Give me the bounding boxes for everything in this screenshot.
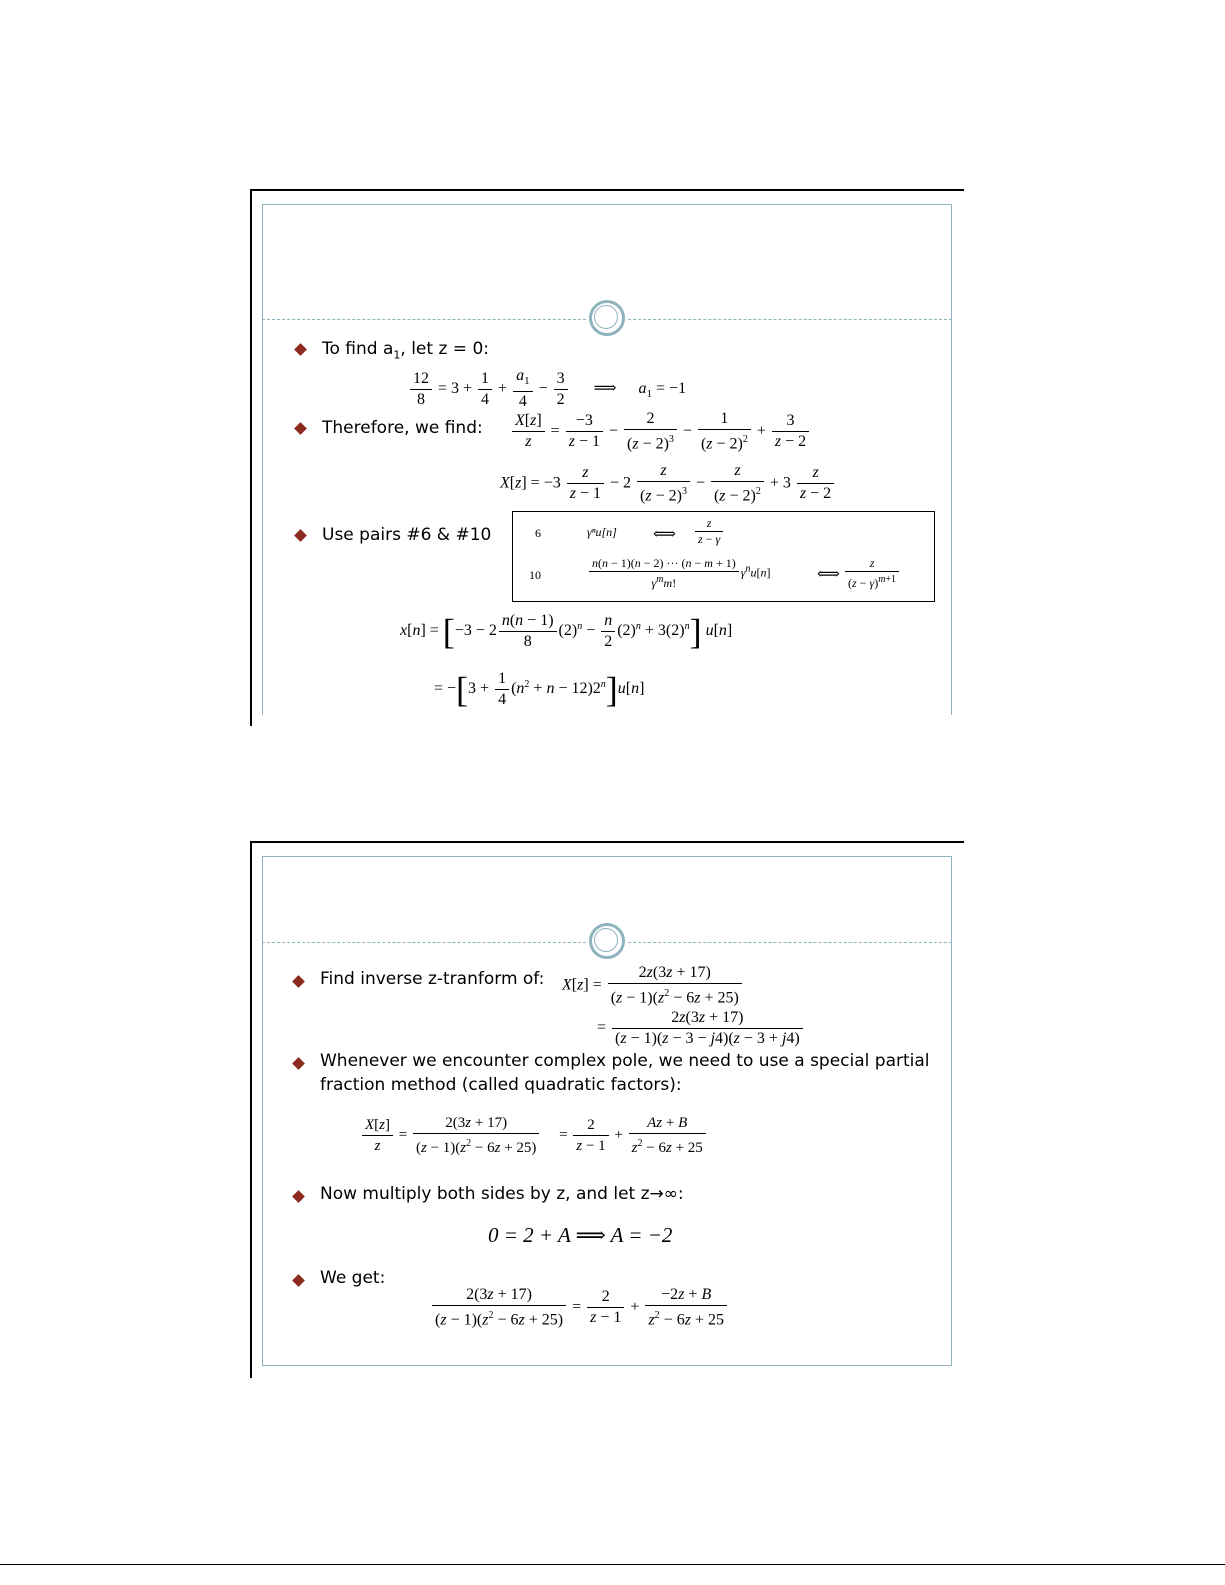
equation-a1: $\frac{12}{8}$ = 3 + $\frac{1}{4}$ + $\frac{a_1}{4}$ − $\frac{3}{2}$ ⟹ $a_1 = -1$ [408,366,686,412]
equation-xz-given: X[z] = $\frac{2z(3z + 17)}{(z - 1)(z^2 - 6z + 25)}$ [562,963,744,1008]
bullet-text-find-inverse: Find inverse z-tranform of: [320,969,545,989]
equation-xz-factored: = $\frac{2z(3z + 17)}{(z - 1)(z - 3 - j4)(z - 3 + j4)}$ [597,1008,805,1049]
equation-xz-over-z: $\frac{X[z]}{z}$ = $\frac{-3}{z - 1}$ − $\frac{2}{(z - 2)^3}$ − $\frac{1}{(z - 2)^2}$ + $\frac{3}{z - 2}$ [510,409,811,454]
circle-ornament-icon [589,923,625,959]
equation-A-value: 0 = 2 + A ⟹ A = −2 [488,1223,673,1247]
pair-6-number: 6 [535,526,541,540]
slide-1 [250,189,964,726]
pair-6-arrow: ⟺ [653,526,676,543]
circle-ornament-icon [589,300,625,336]
pair-10-arrow: ⟺ [817,566,840,583]
bullet-text-complex-pole [320,1049,930,1097]
bullet-text-therefore: Therefore, we find: [322,418,483,438]
pair-10-lhs: $\frac{n(n - 1)(n - 2) \cdot\cdot\cdot (n - m + 1)}{\gamma^mm!}$ $\gamma^nu[n]$ [587,556,770,591]
pair-6-rhs: $\frac{z}{z - \gamma}$ [693,516,725,547]
equation-result: $\frac{2(3z + 17)}{(z - 1)(z^2 - 6z + 25)}$ = $\frac{2}{z - 1}$ + $\frac{-2z + B}{z^2 - 6z + 25}$ [430,1285,729,1330]
equation-xn-simplified: = −[3 + $\frac{1}{4}$ $(n^2 + n - 12)2^n]u[n]$ [434,669,645,710]
equation-xn: x[n] = [−3 − 2 $\frac{n(n - 1)}{8}$ $(2)^n$ − $\frac{n}{2}$ $(2)^n + 3(2)^n$] u[n] [400,611,733,652]
bullet-text-multiply: Now multiply both sides by z, and let z→∞: [320,1184,684,1204]
pair-10-number: 10 [529,568,541,582]
pair-10-rhs: $\frac{z}{(z - \gamma)^{m+1}}$ [843,556,901,591]
bullet-text-line-1: Whenever we encounter complex pole, we need to use a special partial [320,1051,930,1071]
bullet-text-line-2: fraction method (called quadratic factors): [320,1075,682,1095]
pair-6-lhs: γⁿu[n] [587,525,617,539]
z-transform-pairs-table [512,511,935,602]
bullet-text-find-a1: To find $a_1$, let z = 0: [322,339,489,362]
equation-xz: X[z] = −3 $\frac{z}{z - 1}$ − 2 $\frac{z}{(z - 2)^3}$ − $\frac{z}{(z - 2)^2}$ + 3 $\frac{z}{z - 2}$ [500,461,836,506]
bullet-text-use-pairs: Use pairs #6 & #10 [322,525,492,545]
page-bottom-rule [0,1564,1225,1565]
equation-partial-fraction: $\frac{X[z]}{z}$ = $\frac{2(3z + 17)}{(z - 1)(z^2 - 6z + 25)}$ = $\frac{2}{z - 1}$ + $\frac{Az + B}{z^2 - 6z + 25}$ [360,1113,708,1158]
bullet-text-we-get: We get: [320,1268,386,1288]
slide-2 [250,841,964,1378]
